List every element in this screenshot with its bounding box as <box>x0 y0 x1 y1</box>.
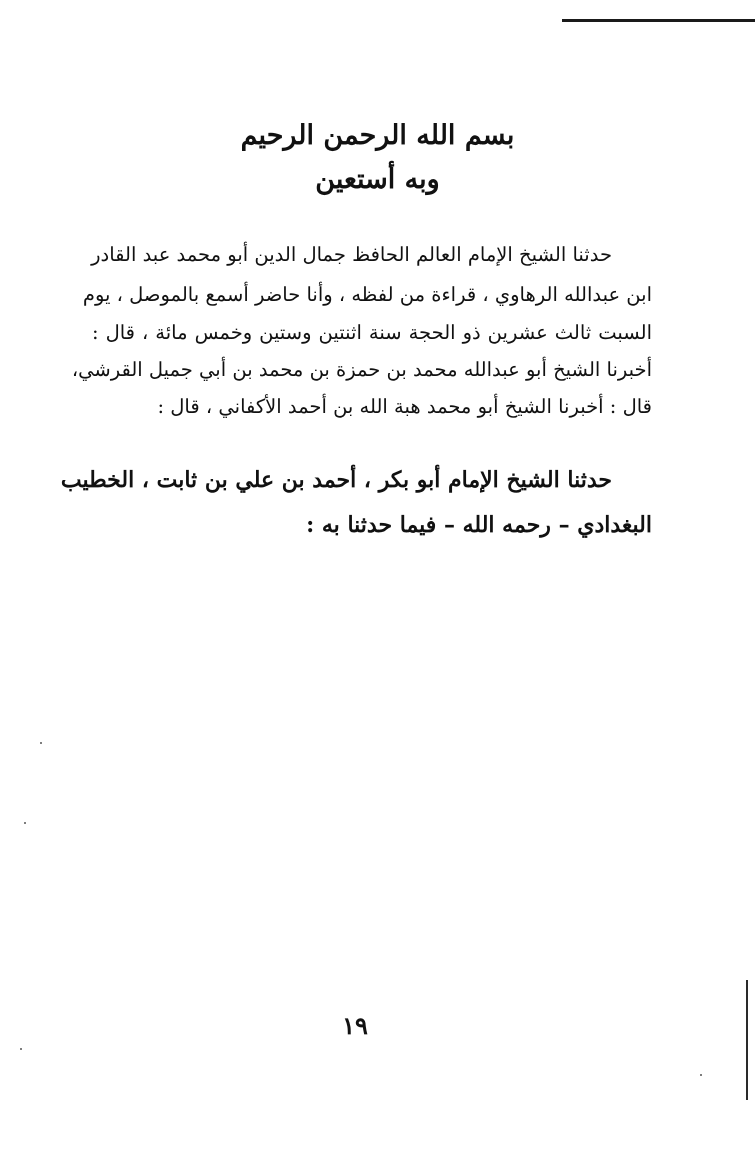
bold-paragraph-line: حدثنا الشيخ الإمام أبو بكر ، أحمد بن علي بن ثابت ، الخطيب <box>60 467 612 493</box>
paragraph-line: أخبرنا الشيخ أبو عبدالله محمد بن حمزة بن محمد بن أبي جميل القرشي، <box>71 358 652 381</box>
scan-speck <box>700 1074 702 1076</box>
scan-edge-line <box>746 980 748 1100</box>
paragraph-line: قال : أخبرنا الشيخ أبو محمد هبة الله بن أحمد الأكفاني ، قال : <box>157 395 652 418</box>
scan-speck <box>40 742 42 744</box>
top-rule-line <box>562 19 755 22</box>
istiana-heading: وبه أستعين <box>315 164 440 195</box>
paragraph-line: حدثنا الشيخ الإمام العالم الحافظ جمال الدين أبو محمد عبد القادر <box>91 243 612 266</box>
paragraph-line: السبت ثالث عشرين ذو الحجة سنة اثنتين وستين وخمس مائة ، قال : <box>92 321 652 344</box>
basmala-heading: بسم الله الرحمن الرحيم <box>240 120 515 151</box>
scan-speck <box>20 1048 22 1050</box>
page-number: ١٩ <box>342 1011 368 1040</box>
paragraph-line: ابن عبدالله الرهاوي ، قراءة من لفظه ، وأنا حاضر أسمع بالموصل ، يوم <box>82 283 652 306</box>
bold-paragraph-line: البغدادي – رحمه الله – فيما حدثنا به : <box>306 512 652 538</box>
scan-speck <box>24 822 26 824</box>
